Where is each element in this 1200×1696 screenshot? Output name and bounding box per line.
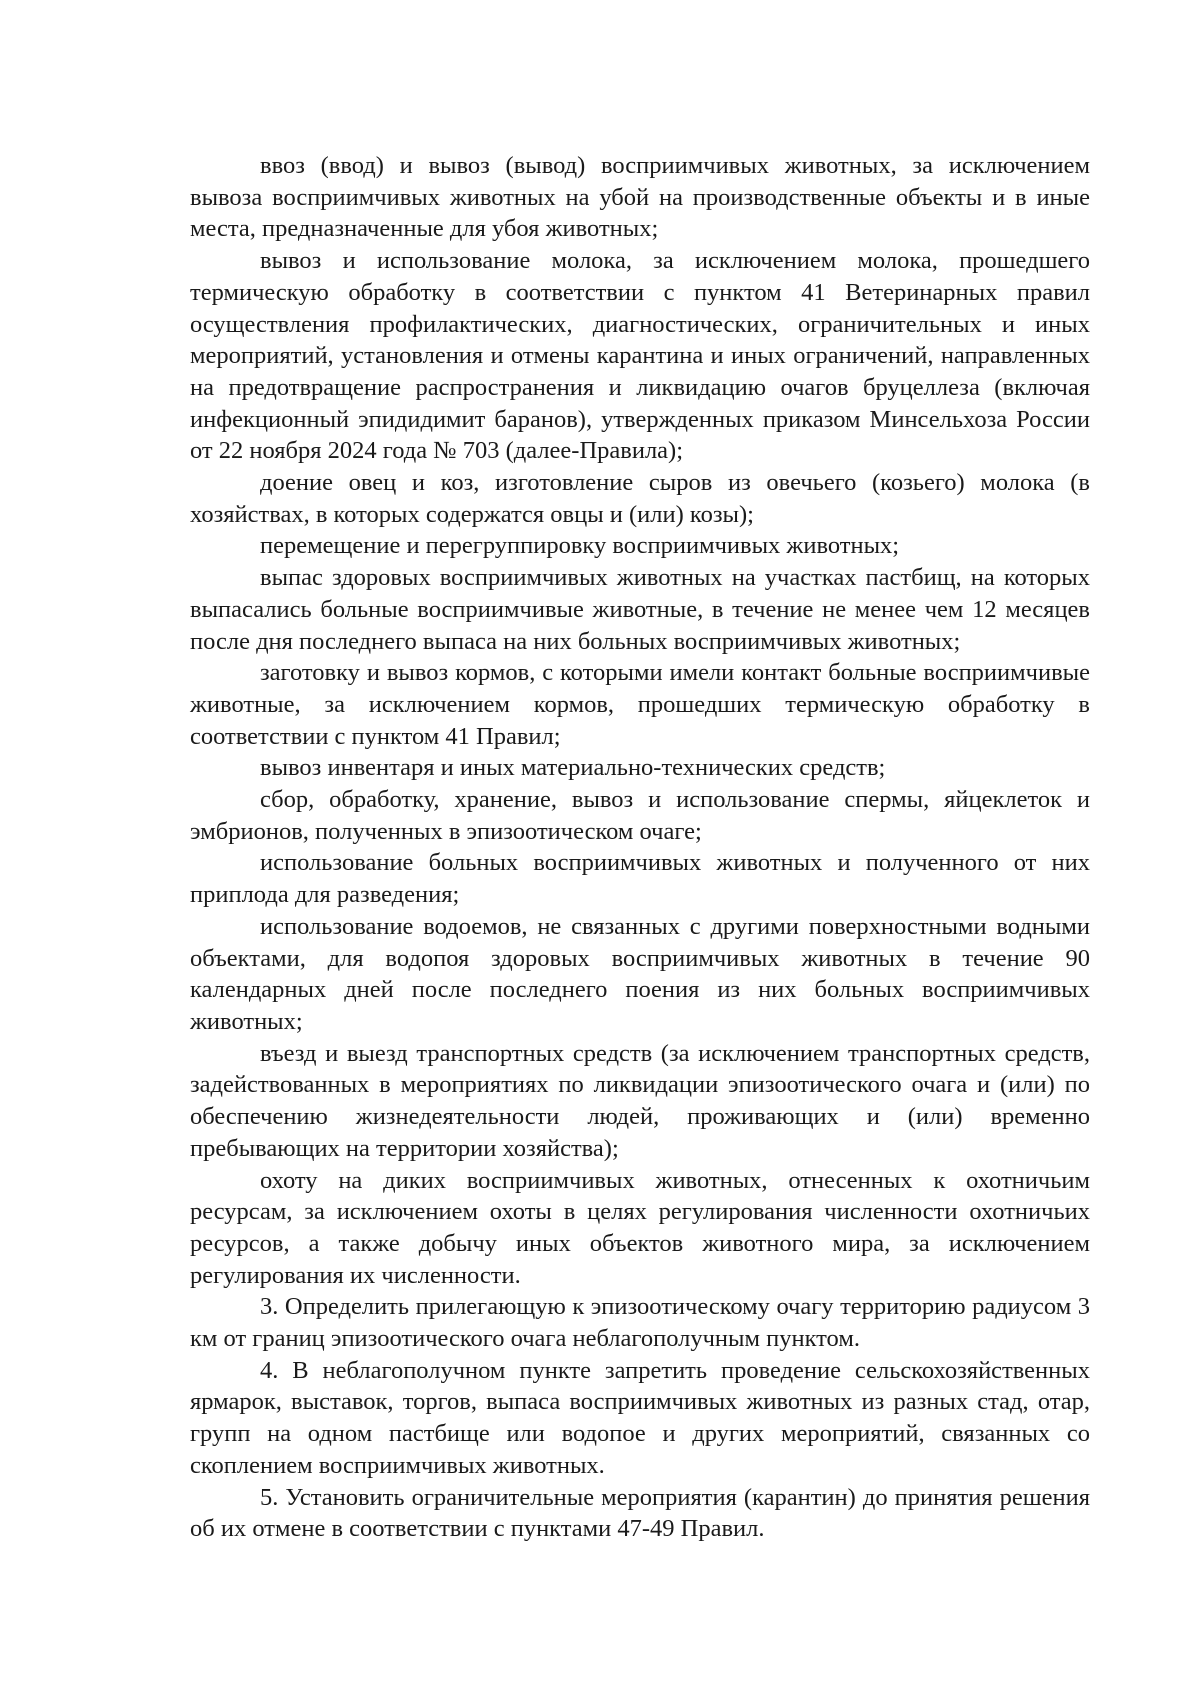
paragraph-milking: доение овец и коз, изготовление сыров из овечьего (козьего) молока (в хозяйствах, в которых содержатся овцы и (или) козы); [190, 469, 1090, 528]
paragraph-transport: въезд и выезд транспортных средств (за исключением транспортных средств, задействованных в мероприятиях по ликвидации эпизоотического очага и (или) по обеспечению жизнедеятельности людей, проживающих и (или) временно пребывающих на территории хозяйства); [190, 1039, 1090, 1162]
paragraph-hunting: охоту на диких восприимчивых животных, отнесенных к охотничьим ресурсам, за исключением охоты в целях регулирования численности охотничьих ресурсов, а также добычу иных объектов животного мира, за исключением регулирования их численности. [190, 1166, 1090, 1289]
paragraph-item-3: 3. Определить прилегающую к эпизоотическому очагу территорию радиусом 3 км от границ эпизоотического очага неблагополучным пунктом. [190, 1293, 1090, 1353]
paragraph-water: использование водоемов, не связанных с другими поверхностными водными объектами, для водопоя здоровых восприимчивых животных в течение 90 календарных дней после последнего поения из них больных восприимчивых животных; [190, 912, 1090, 1035]
paragraph-grazing: выпас здоровых восприимчивых животных на участках пастбищ, на которых выпасались больные восприимчивые животные, в течение не менее чем 12 месяцев после дня последнего выпаса на них больных восприимчивых животных; [190, 564, 1090, 655]
paragraph-inventory: вывоз инвентаря и иных материально-технических средств; [260, 754, 886, 782]
paragraph-milk: вывоз и использование молока, за исключением молока, прошедшего термическую обработку в соответствии с пунктом 41 Ветеринарных правил осуществления профилактических, диагностических, ограничительных и иных мероприятий, установления и отмены карантина и иных ограничений, направленных на предотвращение распространения и ликвидацию очагов бруцеллеза (включая инфекционный эпидидимит баранов), утвержденных приказом Минсельхоза России от 22 ноября 2024 года № 703 (далее-Правила); [190, 247, 1090, 465]
paragraph-import-export: ввоз (ввод) и вывоз (вывод) восприимчивых животных, за исключением вывоза восприимчивых животных на убой на производственные объекты и в иные места, предназначенные для убоя животных; [190, 152, 1090, 243]
paragraph-feed: заготовку и вывоз кормов, с которыми имели контакт больные восприимчивые животные, за исключением кормов, прошедших термическую обработку в соответствии с пунктом 41 Правил; [190, 659, 1090, 750]
paragraph-movement: перемещение и перегруппировку восприимчивых животных; [260, 532, 900, 560]
paragraph-breeding: использование больных восприимчивых животных и полученного от них приплода для разведения; [190, 849, 1090, 909]
document-body [190, 150, 1090, 1545]
paragraph-item-4: 4. В неблагополучном пункте запретить проведение сельскохозяйственных ярмарок, выставок, торгов, выпаса восприимчивых животных из разных стад, отар, групп на одном пастбище или водопое и других мероприятий, связанных со скоплением восприимчивых животных. [190, 1356, 1090, 1479]
paragraph-item-5: 5. Установить ограничительные мероприятия (карантин) до принятия решения об их отмене в соответствии с пунктами 47-49 Правил. [190, 1483, 1090, 1543]
paragraph-sperm: сбор, обработку, хранение, вывоз и использование спермы, яйцеклеток и эмбрионов, полученных в эпизоотическом очаге; [190, 786, 1090, 845]
